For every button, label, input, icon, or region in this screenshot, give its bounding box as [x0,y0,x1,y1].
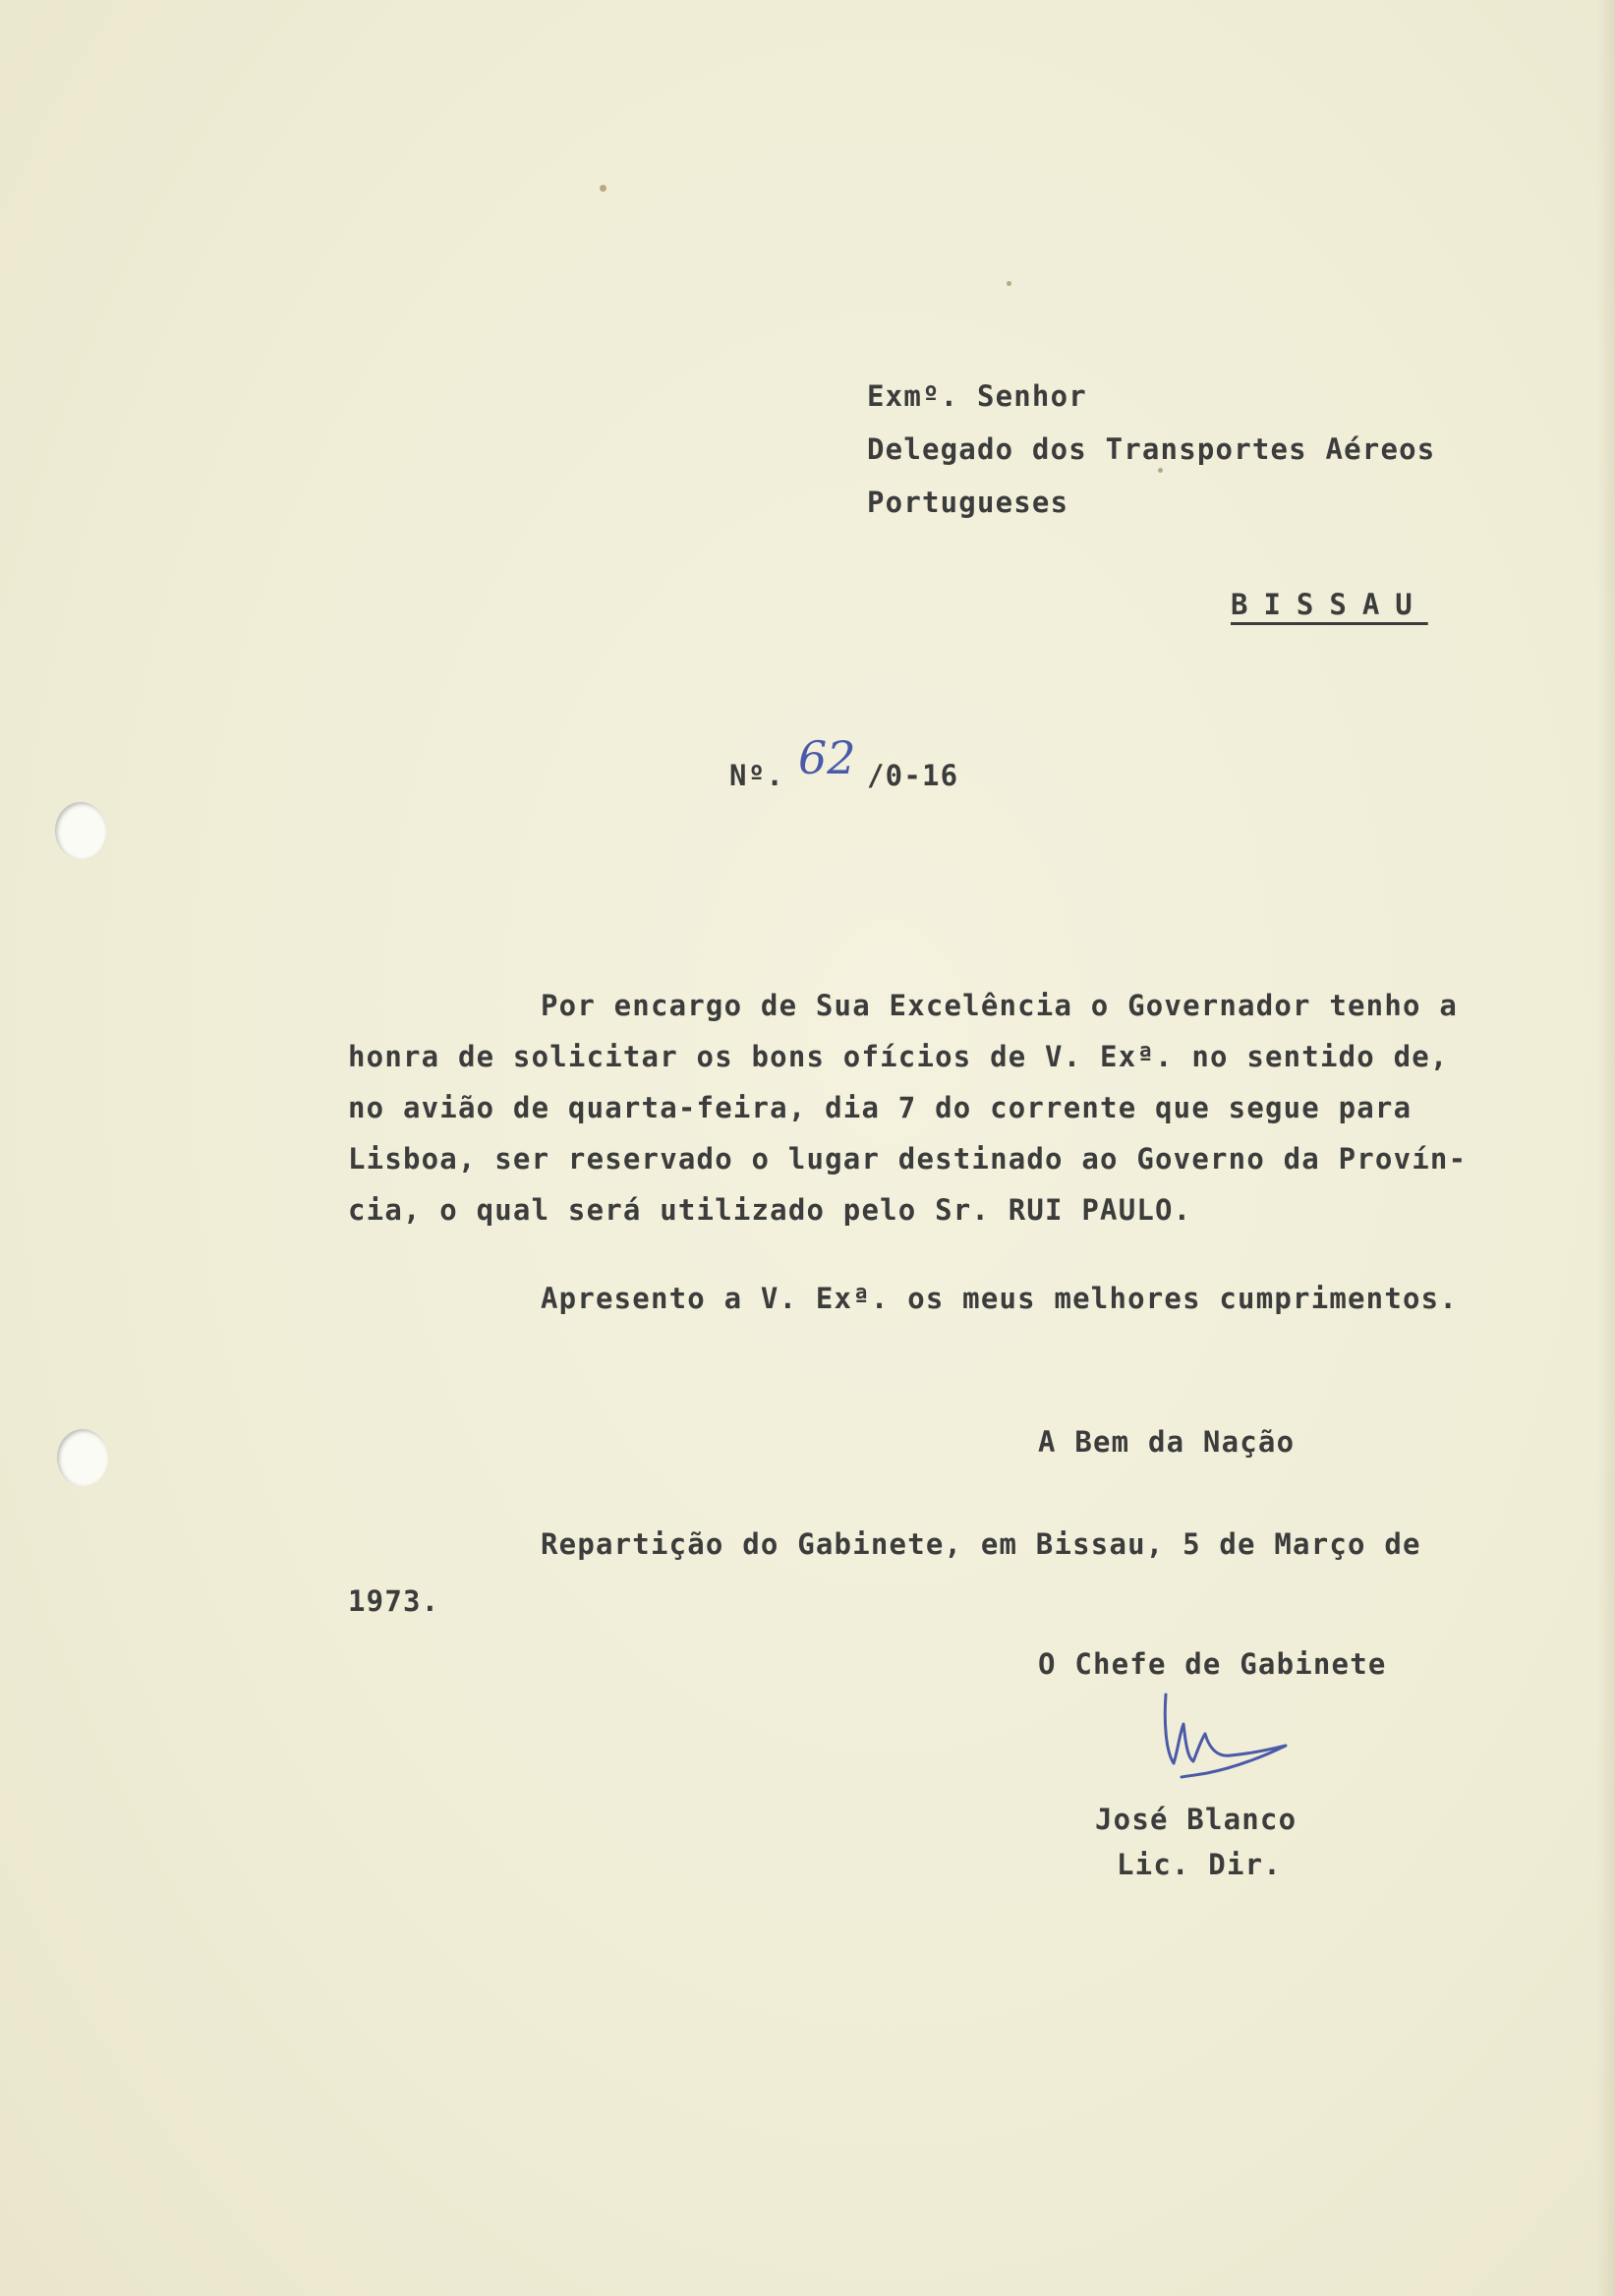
body-line-1: Por encargo de Sua Excelência o Governador tenho a [541,989,1458,1022]
body-line-2: honra de solicitar os bons ofícios de V. Exª. no sentido de, [348,1040,1449,1073]
closing-salutation: A Bem da Nação [1038,1425,1296,1459]
signatory-credential: Lic. Dir. [1117,1848,1282,1881]
reference-prefix: Nº. [729,759,784,792]
reference-suffix: /0-16 [867,759,959,792]
addressee-city: BISSAU [1231,588,1428,621]
paper-edge-shadow [1597,0,1615,2296]
addressee-line-3: Portugueses [867,486,1069,519]
addressee-line-2: Delegado dos Transportes Aéreos [867,432,1436,466]
body-paragraph-2: Apresento a V. Exª. os meus melhores cumprimentos. [541,1282,1458,1315]
paper-speck [1007,281,1011,286]
place-date-line-2: 1973. [348,1584,440,1618]
paper-speck [600,185,606,192]
handwritten-signature [1148,1683,1315,1801]
addressee-line-1: Exmº. Senhor [867,379,1087,413]
punch-hole-bottom [57,1429,108,1486]
body-line-3: no avião de quarta-feira, dia 7 do corrente que segue para [348,1091,1413,1124]
signatory-name: José Blanco [1095,1803,1298,1836]
body-line-5: cia, o qual será utilizado pelo Sr. RUI PAULO. [348,1193,1192,1227]
body-line-4: Lisboa, ser reservado o lugar destinado ao Governo da Provín- [348,1142,1468,1176]
place-date-line-1: Repartição do Gabinete, em Bissau, 5 de Março de [541,1527,1421,1561]
paper-speck [1158,468,1163,473]
punch-hole-top [55,802,106,859]
signatory-title: O Chefe de Gabinete [1038,1647,1387,1681]
handwritten-reference-number: 62 [798,731,856,784]
